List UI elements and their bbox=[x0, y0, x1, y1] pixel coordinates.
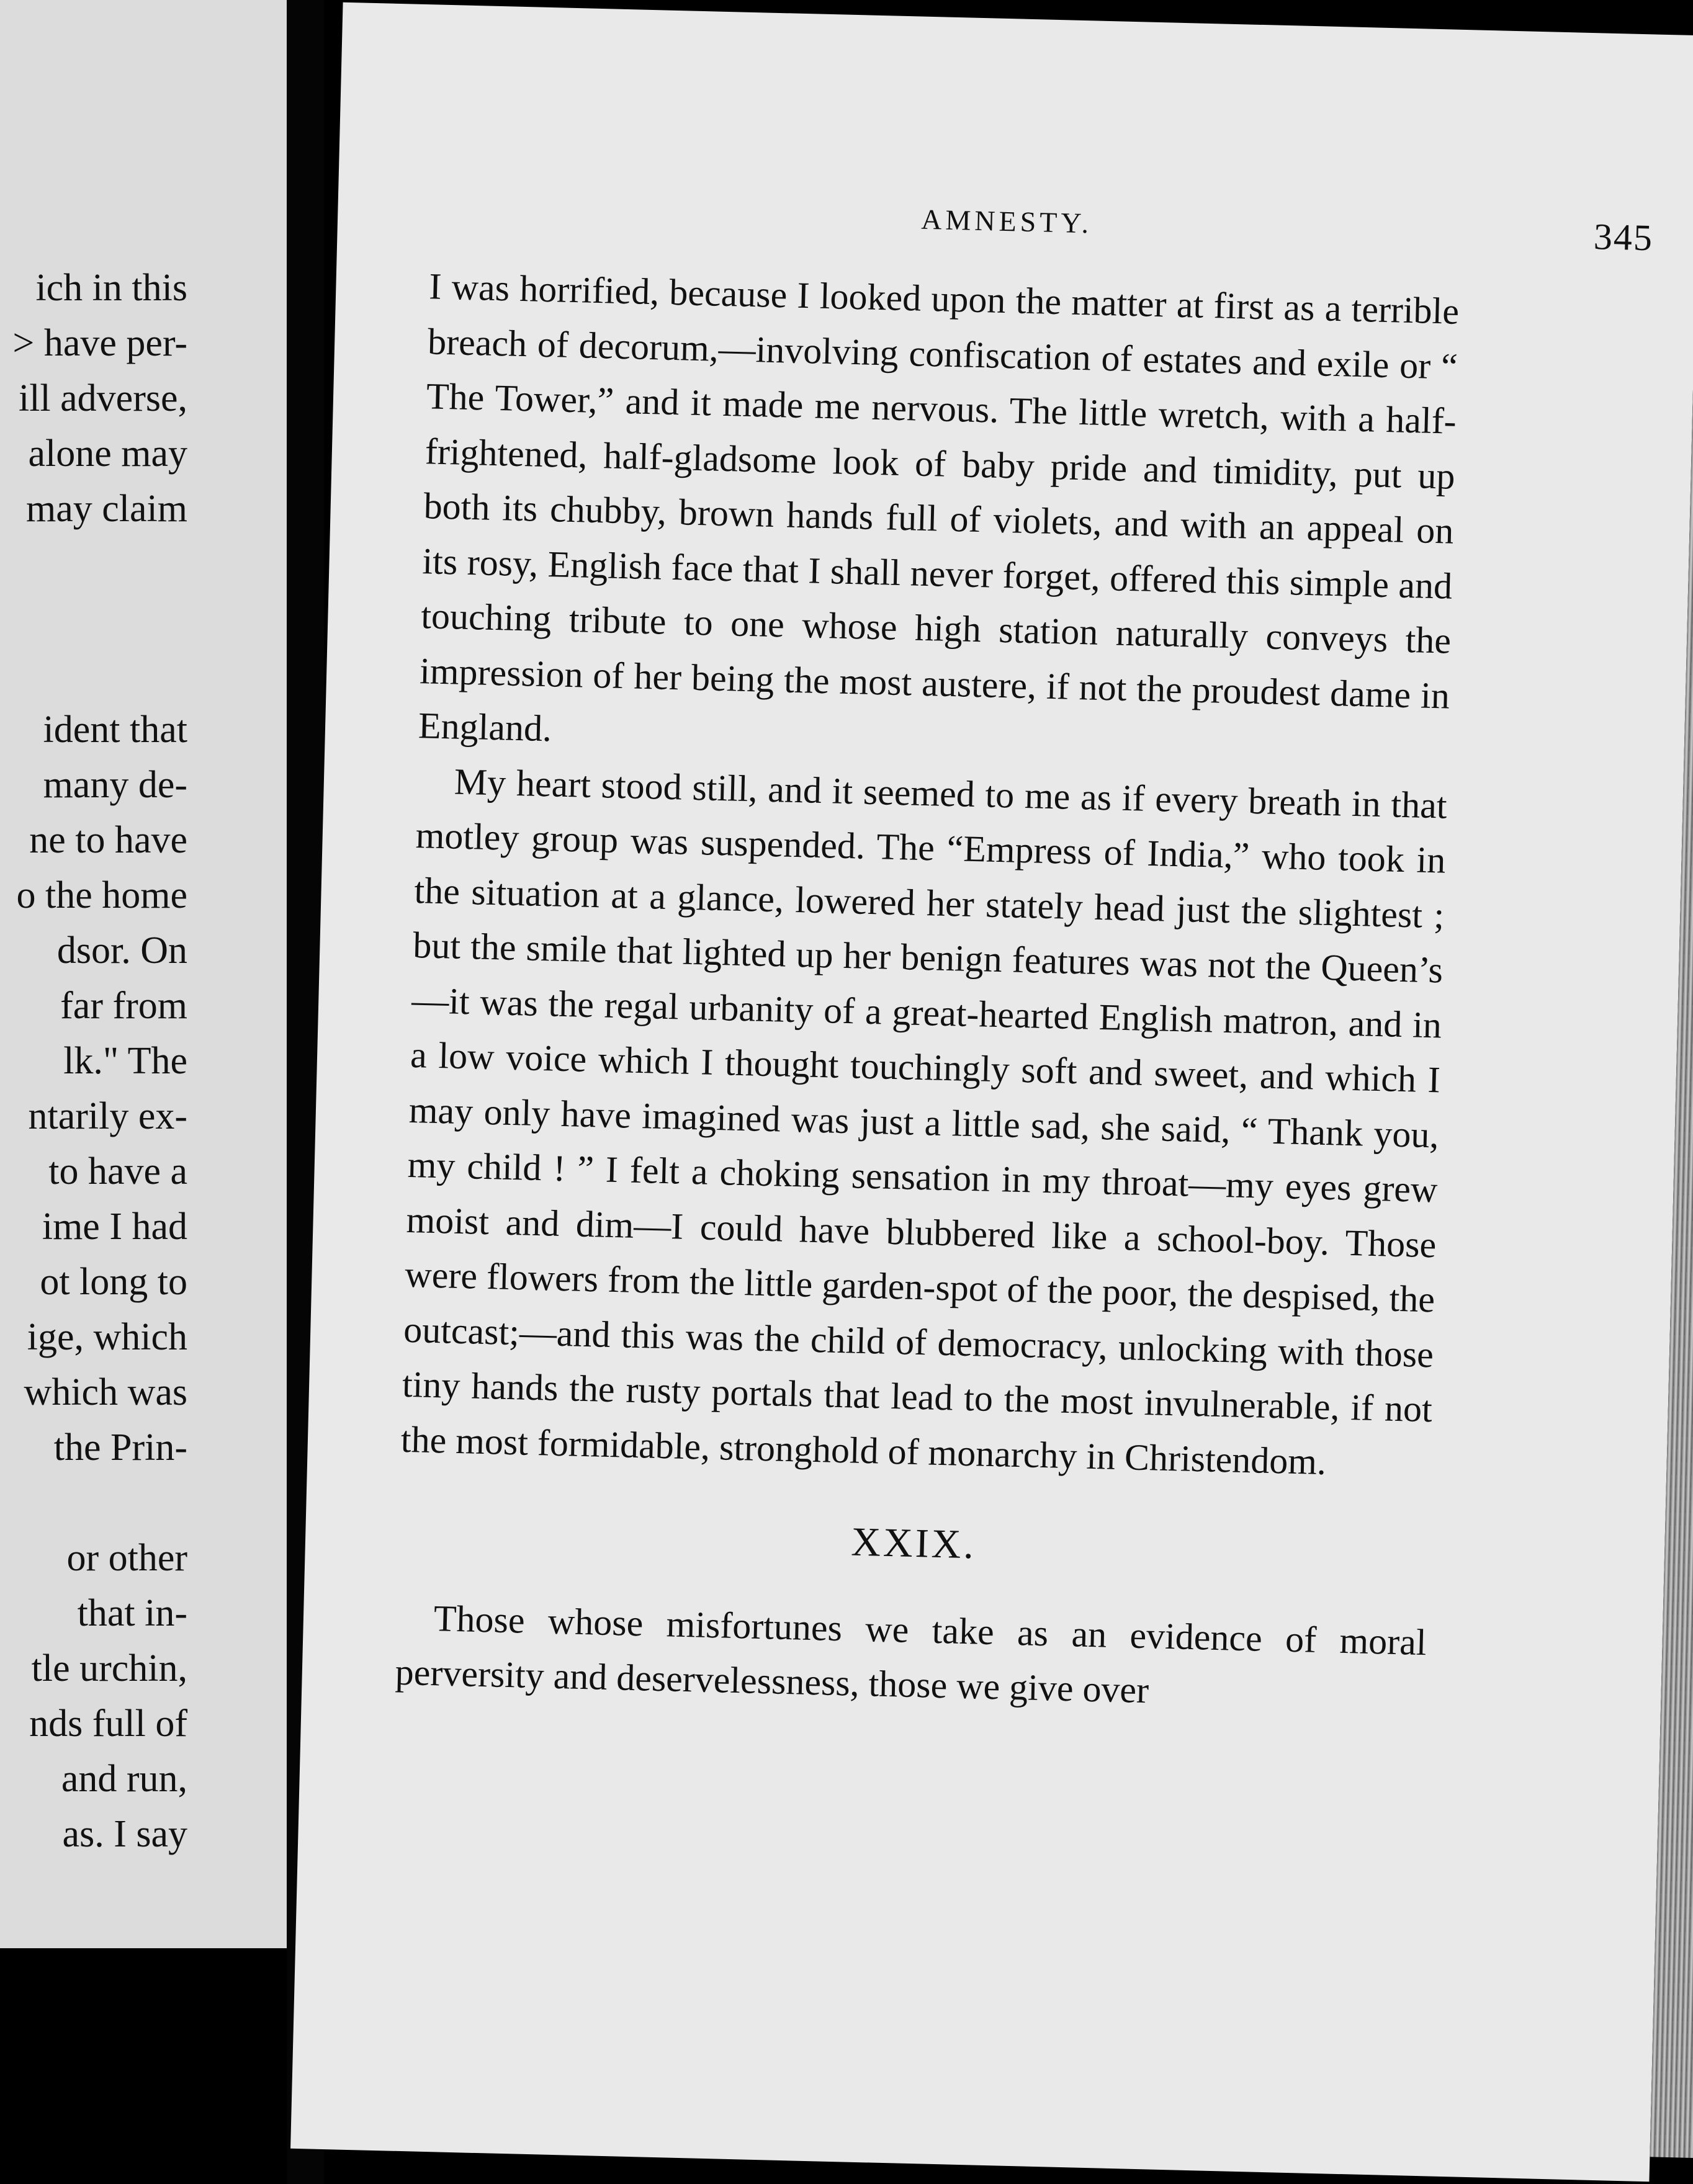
running-head bbox=[723, 198, 1654, 259]
previous-page-line: alone may bbox=[28, 432, 187, 475]
previous-page-line: ill adverse, bbox=[18, 377, 187, 419]
previous-page-line: dsor. On bbox=[56, 929, 187, 972]
previous-page-line: ot long to bbox=[40, 1261, 187, 1303]
previous-page bbox=[0, 0, 287, 1948]
previous-page-line: or other bbox=[66, 1537, 187, 1579]
previous-page-line: ne to have bbox=[29, 819, 187, 861]
page-block-edge bbox=[1650, 73, 1693, 2158]
running-head-title: AMNESTY. bbox=[920, 203, 1093, 239]
previous-page-line: the Prin- bbox=[53, 1426, 187, 1469]
previous-page-line: o the home bbox=[16, 874, 187, 916]
previous-page-line: may claim bbox=[26, 488, 187, 530]
previous-page-line: ntarily ex- bbox=[28, 1095, 187, 1137]
page-number: 345 bbox=[1593, 216, 1654, 259]
body-text bbox=[395, 259, 1460, 1724]
previous-page-line: tle urchin, bbox=[31, 1647, 187, 1689]
previous-page-line: > have per- bbox=[12, 322, 187, 364]
previous-page-line: ident that bbox=[43, 709, 187, 751]
previous-page-line: ige, which bbox=[27, 1316, 187, 1358]
previous-page-line: which was bbox=[24, 1371, 187, 1413]
previous-page-line bbox=[0, 592, 187, 647]
current-page bbox=[290, 2, 1693, 2182]
section-opening-paragraph: Those whose misfortunes we take as an evidence of moral perversity and deservelessness, those we give over bbox=[395, 1597, 1427, 1711]
previous-page-line: far from bbox=[60, 985, 187, 1027]
previous-page-line: many de- bbox=[43, 764, 187, 806]
previous-page-line: to have a bbox=[48, 1150, 187, 1193]
previous-page-line: that in- bbox=[77, 1592, 187, 1634]
previous-page-line: ime I had bbox=[42, 1206, 187, 1248]
paragraph: My heart stood still, and it seemed to me as if every breath in that motley group was suspended. The “Empress of India,” who took in the situation at a glance, lowered her stately head just the slightest ; but the smile that lighted up her benign features was not the Queen’s—it was the regal urbanity of a great-hearted English matron, and in a low voice which I thought touchingly soft and sweet, and which I may only have imagined was just a little sad, she said, “ Thank you, my child ! ” I felt a choking sensation in my throat—my eyes grew moist and dim—I could have blubbered like a school-boy. Those were flowers from the little garden-spot of the poor, the despised, the outcast;—and this was the child of democracy, unlocking with those tiny hands the rusty portals that lead to the most invulnerable, if not the most formidable, stronghold of monarchy in Christendom. bbox=[400, 761, 1448, 1482]
previous-page-line: ich in this bbox=[35, 267, 187, 309]
section-heading: XXIX. bbox=[850, 1519, 977, 1568]
previous-page-line bbox=[0, 537, 187, 592]
previous-page-line: nds full of bbox=[29, 1703, 187, 1745]
previous-page-text bbox=[0, 261, 187, 1862]
previous-page-line: and run, bbox=[61, 1758, 187, 1800]
previous-page-line: as. I say bbox=[62, 1813, 187, 1855]
previous-page-line bbox=[0, 647, 187, 702]
previous-page-line: lk." The bbox=[63, 1040, 187, 1082]
previous-page-line bbox=[0, 1475, 187, 1531]
paragraph: I was horrified, because I looked upon the matter at first as a terrible breach of decorum,—involving confiscation of estates and exile or “ The Tower,” and it made me nervous. The little wretch, with a half-frightened, half-gladsome look of baby pride and timidity, put up both its chubby, brown hands full of violets, and with an appeal on its rosy, English face that I shall never forget, offered this simple and touching tribute to one whose high station naturally conveys the impression of her being the most austere, if not the proudest dame in England. bbox=[418, 266, 1460, 750]
